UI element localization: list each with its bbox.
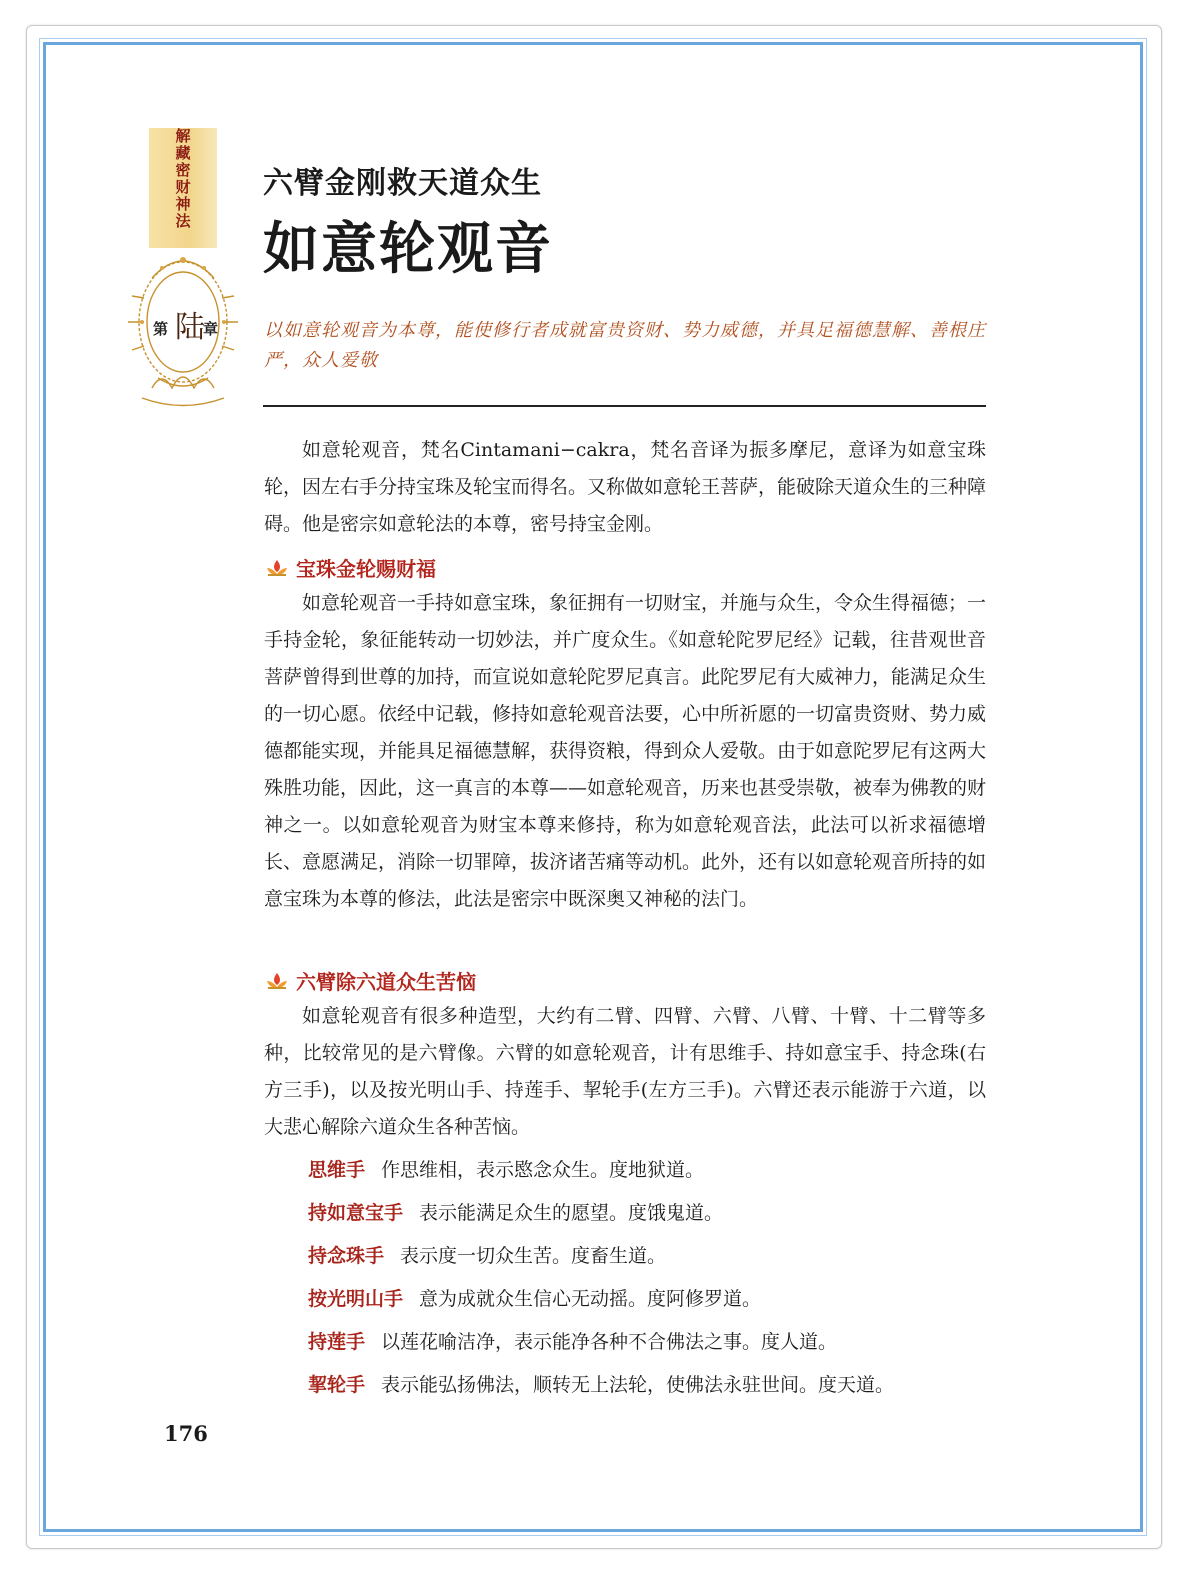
chapter-suffix: 章	[203, 320, 219, 338]
series-label: 解藏密财神法	[175, 127, 191, 230]
hand-item	[308, 1155, 704, 1185]
hand-item	[308, 1241, 666, 1271]
hand-term: 思维手	[308, 1159, 366, 1181]
paragraph-intro: 如意轮观音，梵名Cintamani−cakra，梵名音译为振多摩尼，意译为如意宝珠轮，因左右手分持宝珠及轮宝而得名。又称做如意轮王菩萨，能破除天道众生的三种障碍。他是密宗如意轮法的本尊，密号持宝金刚。	[264, 439, 987, 535]
hand-item	[308, 1370, 894, 1400]
chapter-number: 陆	[175, 310, 205, 345]
hand-description: 以莲花喻洁净，表示能净各种不合佛法之事。度人道。	[381, 1331, 838, 1353]
chapter-subtitle: 六臂金刚救天道众生	[263, 166, 542, 201]
intro-text: 以如意轮观音为本尊，能使修行者成就富贵资财、势力威德，并具足福德慧解、善根庄严，众人爱敬	[264, 320, 986, 371]
paragraph-six-arms: 如意轮观音有很多种造型，大约有二臂、四臂、六臂、八臂、十臂、十二臂等多种，比较常见的是六臂像。六臂的如意轮观音，计有思维手、持如意宝手、持念珠(右方三手)，以及按光明山手、持莲手、挈轮手(左方三手)。六臂还表示能游于六道，以大悲心解除六道众生各种苦恼。	[264, 1005, 986, 1138]
section-title: 宝珠金轮赐财福	[296, 557, 436, 581]
hand-description: 表示度一切众生苦。度畜生道。	[400, 1245, 667, 1267]
page-title: 如意轮观音	[263, 216, 553, 282]
hand-item	[308, 1284, 761, 1314]
lotus-icon	[264, 971, 290, 991]
hand-term: 持如意宝手	[308, 1202, 404, 1224]
chapter-prefix: 第	[153, 320, 169, 338]
page-number: 176	[164, 1421, 208, 1446]
section-heading-1	[264, 553, 436, 582]
hand-term: 挈轮手	[308, 1374, 366, 1396]
lotus-icon	[264, 558, 290, 578]
section-title: 六臂除六道众生苦恼	[296, 970, 476, 994]
hand-description: 意为成就众生信心无动摇。度阿修罗道。	[419, 1288, 762, 1310]
title-divider	[263, 405, 986, 407]
section-heading-2	[264, 966, 476, 995]
hand-item	[308, 1327, 837, 1357]
hand-term: 持莲手	[308, 1331, 366, 1353]
hand-description: 表示能弘扬佛法，顺转无上法轮，使佛法永驻世间。度天道。	[381, 1374, 895, 1396]
hand-item	[308, 1198, 723, 1228]
hand-description: 表示能满足众生的愿望。度饿鬼道。	[419, 1202, 724, 1224]
hand-description: 作思维相，表示愍念众生。度地狱道。	[381, 1159, 705, 1181]
paragraph-wealth: 如意轮观音一手持如意宝珠，象征拥有一切财宝，并施与众生，令众生得福德；一手持金轮，象征能转动一切妙法，并广度众生。《如意轮陀罗尼经》记载，往昔观世音菩萨曾得到世尊的加持，而宣说如意轮陀罗尼真言。此陀罗尼有大威神力，能满足众生的一切心愿。依经中记载，修持如意轮观音法要，心中所祈愿的一切富贵资财、势力威德都能实现，并能具足福德慧解，获得资粮，得到众人爱敬。由于如意陀罗尼有这两大殊胜功能，因此，这一真言的本尊——如意轮观音，历来也甚受崇敬，被奉为佛教的财神之一。以如意轮观音为财宝本尊来修持，称为如意轮观音法，此法可以祈求福德增长、意愿满足，消除一切罪障，拔济诸苦痛等动机。此外，还有以如意轮观音所持的如意宝珠为本尊的修法，此法是密宗中既深奥又神秘的法门。	[264, 592, 987, 910]
hand-term: 按光明山手	[308, 1288, 404, 1310]
hand-term: 持念珠手	[308, 1245, 385, 1267]
